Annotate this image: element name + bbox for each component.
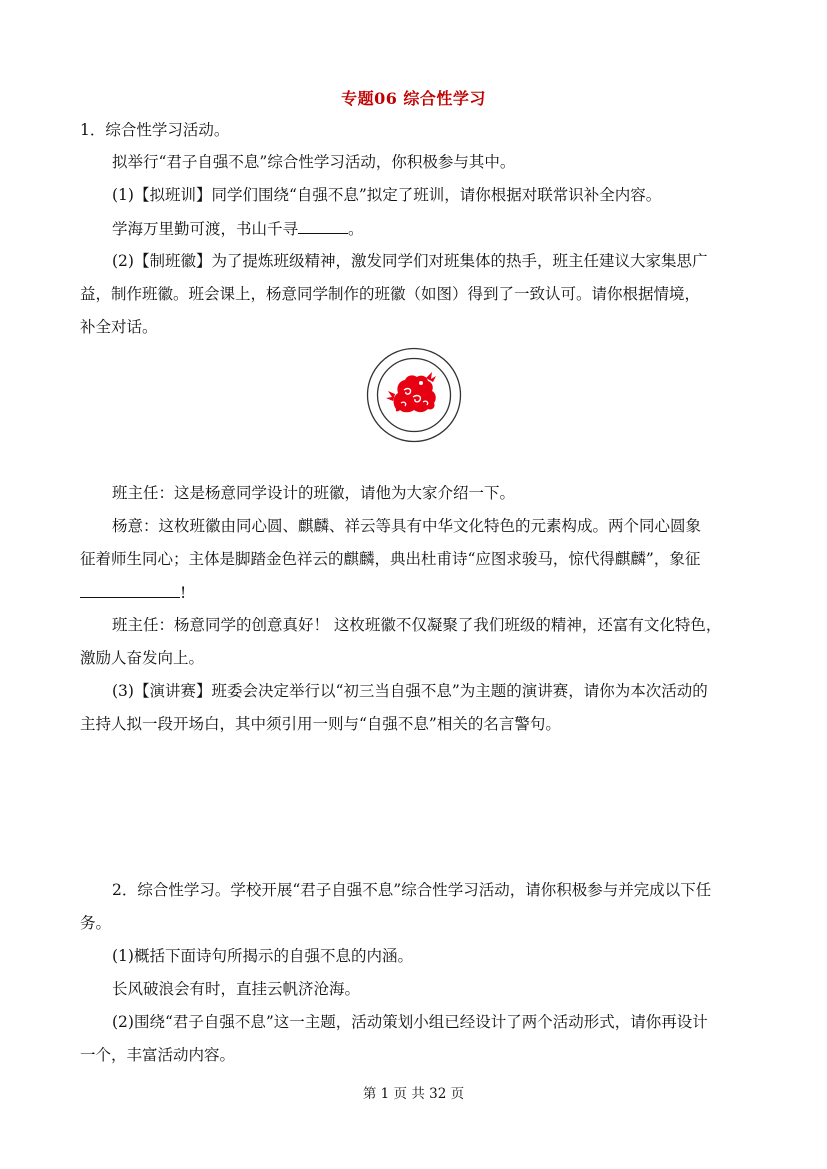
dialogue-teacher-1: 班主任：这是杨意同学设计的班徽，请他为大家介绍一下。 [112,484,516,502]
q2-heading-line2: 务。 [80,914,112,932]
q1-part2-line1: (2)【制班徽】为了提炼班级精神，激发同学们对班集体的热手，班主任建议大家集思广 [112,252,708,270]
couplet-blank [298,217,348,234]
q1-intro: 拟举行“君子自强不息”综合性学习活动，你积极参与其中。 [112,153,516,171]
q2-part2-line1: (2)围绕“君子自强不息”这一主题，活动策划小组已经设计了两个活动形式，请你再设计 [112,1013,708,1031]
couplet-text: 学海万里勤可渡，书山千寻 [112,220,299,238]
q1-part1: (1)【拟班训】同学们围绕“自强不息”拟定了班训，请你根据对联常识补全内容。 [112,186,662,204]
answer-blank [80,581,180,598]
page-footer: 第 1 页 共 32 页 [362,1086,465,1102]
page-title: 专题06 综合性学习 [341,89,486,108]
q1-part1-couplet [112,217,752,240]
dialogue-yangyi-line1: 杨意：这枚班徽由同心圆、麒麟、祥云等具有中华文化特色的元素构成。两个同心圆象 [112,517,702,535]
dialogue-teacher-2-line1: 班主任：杨意同学的创意真好！ 这枚班徽不仅凝聚了我们班级的精神，还富有文化特色， [112,616,722,634]
dialogue-teacher-2-line2: 激励人奋发向上。 [80,649,205,667]
q1-heading: 1．综合性学习活动。 [80,121,230,139]
exclamation: ! [180,584,187,602]
q1-part2-line3: 补全对话。 [80,318,158,336]
q2-heading-line1: 2．综合性学习。学校开展“君子自强不息”综合性学习活动，请你积极参与并完成以下任 [112,881,712,899]
couplet-end: 。 [348,220,364,238]
q1-part3-line1: (3)【演讲赛】班委会决定举行以“初三当自强不息”为主题的演讲赛，请你为本次活动的 [112,682,708,700]
q1-part2-line2: 益，制作班徽。班会课上，杨意同学制作的班徽（如图）得到了一致认可。请你根据情境， [80,285,701,303]
q2-part2-line2: 一个，丰富活动内容。 [80,1046,236,1064]
q2-poem: 长风破浪会有时，直挂云帆济沧海。 [112,980,361,998]
class-emblem-image [366,347,462,443]
q2-part1: (1)概括下面诗句所揭示的自强不息的内涵。 [112,947,413,965]
dialogue-yangyi-line2: 征着师生同心；主体是脚踏金色祥云的麒麟，典出杜甫诗“应图求骏马，惊代得麒麟”，象征 [80,550,701,568]
q1-part3-line2: 主持人拟一段开场白，其中须引用一则与“自强不息”相关的名言警句。 [80,715,561,733]
dialogue-yangyi-line3 [80,581,750,604]
